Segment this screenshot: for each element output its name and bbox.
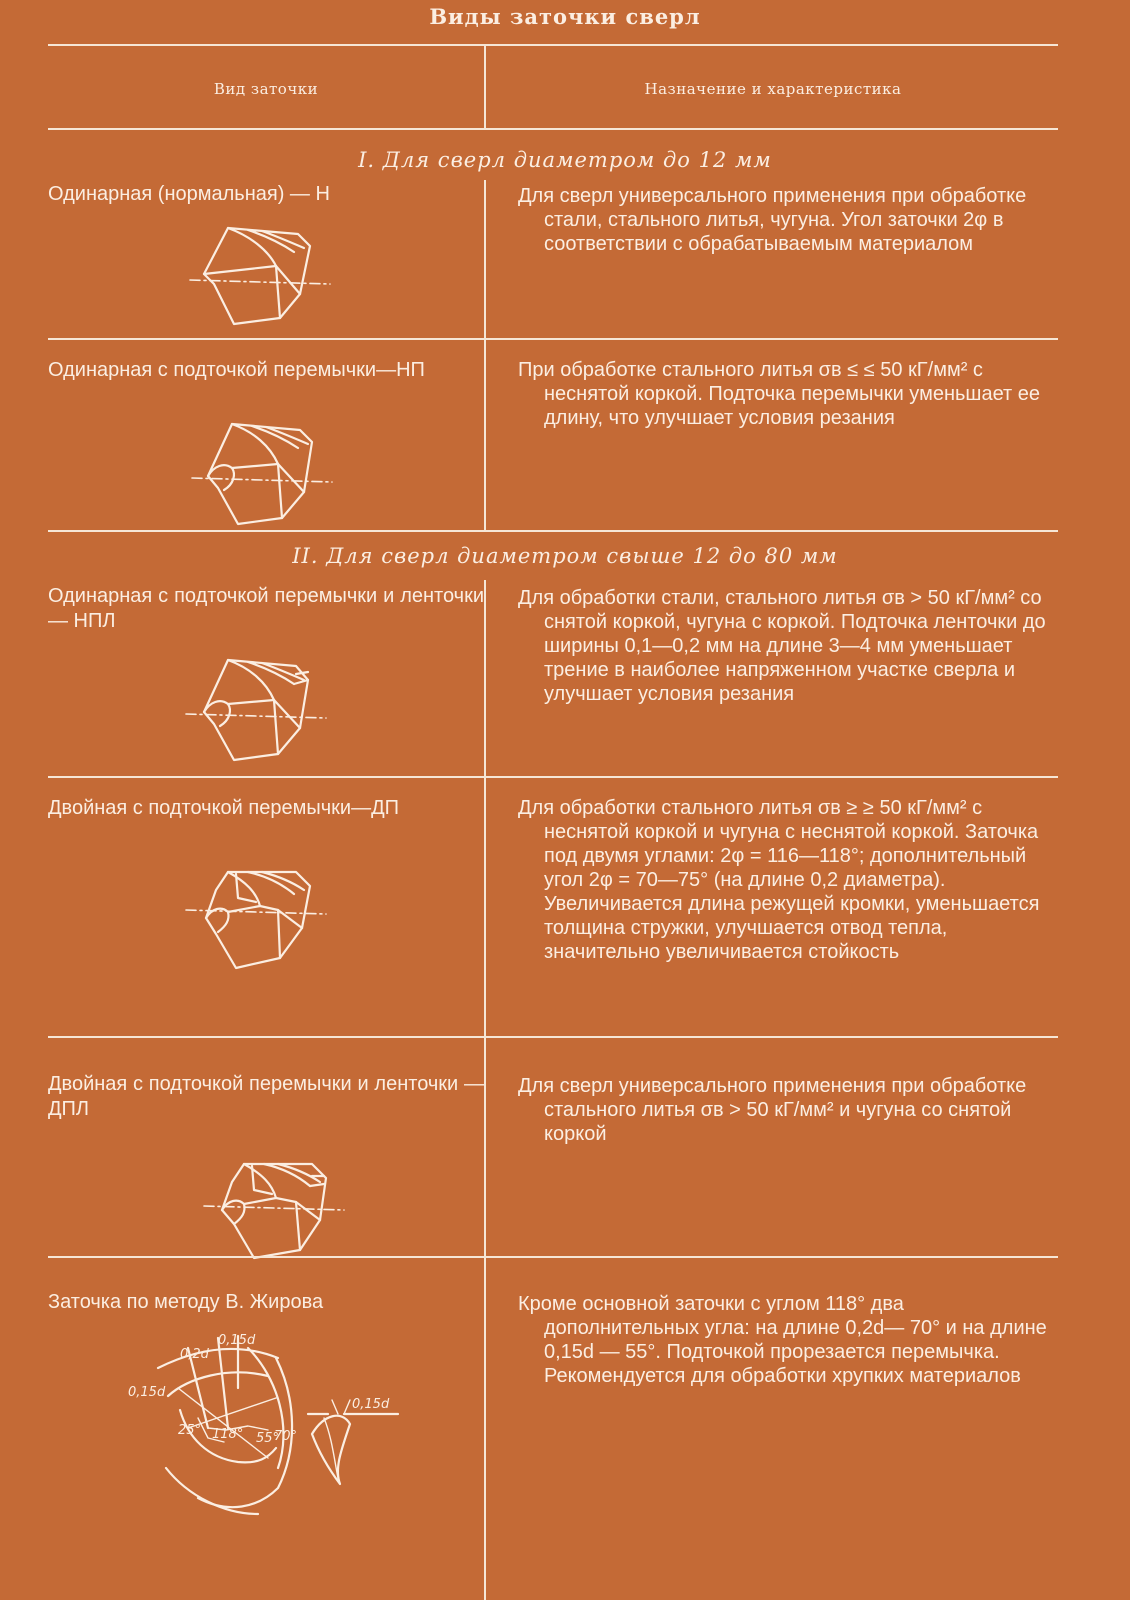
- row-4-divider: [484, 778, 486, 1036]
- row-5-name: Двойная с подточкой перемычки и ленточки — ДПЛ: [48, 1073, 484, 1120]
- drill-point-web-thinning-icon: [192, 418, 332, 534]
- drill-point-double-margin-icon: [204, 1154, 344, 1268]
- drill-point-web-margin-icon: [186, 654, 326, 770]
- row-4-desc: [518, 796, 1058, 964]
- row-3-rule: [48, 776, 1058, 778]
- zhirov-method-diagram-icon: [128, 1318, 428, 1532]
- drill-point-single-icon: [190, 222, 330, 336]
- row-1-divider: [484, 180, 486, 338]
- zhirov-label-0-2d: 0,2d: [180, 1347, 209, 1362]
- row-5-desc-text: Для сверл универсального применения при обработке стального литья σв > 50 кГ/мм² и чугуна со снятой коркой: [518, 1075, 1027, 1145]
- row-2-name: Одинарная с подточкой перемычки—НП: [48, 359, 425, 381]
- row-6-divider: [484, 1258, 486, 1600]
- row-1-desc: [518, 184, 1058, 256]
- top-rule: [48, 44, 1058, 46]
- header-rule: [48, 128, 1058, 130]
- row-6-name: Заточка по методу В. Жирова: [48, 1291, 324, 1313]
- column-header-purpose: Назначение и характеристика: [644, 80, 902, 98]
- row-1-rule: [48, 338, 1058, 340]
- row-3-desc: [518, 586, 1058, 706]
- zhirov-label-25-deg: 25°: [178, 1423, 202, 1438]
- section-heading-2: II. Для сверл диаметром свыше 12 до 80 мм: [292, 544, 838, 568]
- row-2-divider: [484, 340, 486, 530]
- zhirov-label-0-15d-top: 0,15d: [218, 1333, 256, 1348]
- section-heading-1: I. Для сверл диаметром до 12 мм: [358, 148, 772, 172]
- zhirov-label-55-deg: 55°: [256, 1431, 280, 1446]
- header-divider: [484, 46, 486, 128]
- page-title: Виды заточки сверл: [429, 4, 701, 29]
- zhirov-label-70-deg: 70°: [274, 1429, 298, 1444]
- row-3-desc-text: Для обработки стали, стального литья σв > 50 кГ/мм² со снятой коркой, чугуна с коркой. Подточка ленточки до ширины 0,1—0,2 мм на длине 3—4 мм уменьшает трение в наиболее напряженном участке сверла и улучшает условия резания: [518, 587, 1046, 705]
- row-5-divider: [484, 1038, 486, 1256]
- zhirov-label-0-15d-left: 0,15d: [128, 1385, 166, 1400]
- row-2-desc: [518, 358, 1058, 430]
- row-5-rule: [48, 1256, 1058, 1258]
- column-header-type: Вид заточки: [213, 80, 319, 98]
- row-2-desc-text: При обработке стального литья σв ≤ ≤ 50 кГ/мм² с неснятой коркой. Подточка перемычки уменьшает ее длину, что улучшает условия резания: [518, 359, 1040, 429]
- row-3-name: Одинарная с подточкой перемычки и ленточки — НПЛ: [48, 585, 484, 632]
- row-1-name: Одинарная (нормальная) — Н: [48, 183, 330, 205]
- row-6-desc-text: Кроме основной заточки с углом 118° два дополнительных угла: на длине 0,2d— 70° и на длине 0,15d — 55°. Подточкой прорезается перемычка. Рекомендуется для обработки хрупких материалов: [518, 1293, 1047, 1387]
- row-6-desc: [518, 1292, 1058, 1388]
- row-3-divider: [484, 580, 486, 776]
- row-4-name: Двойная с подточкой перемычки—ДП: [48, 797, 399, 819]
- zhirov-label-118-deg: 118°: [212, 1427, 244, 1442]
- drill-point-double-icon: [186, 862, 326, 980]
- row-2-rule: [48, 530, 1058, 532]
- row-4-desc-text: Для обработки стального литья σв ≥ ≥ 50 кГ/мм² с неснятой коркой и чугуна с неснятой коркой. Заточка под двумя углами: 2φ = 116—118°; дополнительный угол 2φ = 70—75° (на длине 0,2 диаметра). Увеличивается длина режущей кромки, уменьшается толщина стружки, улучшается отвод тепла, значительно увеличивается стойкость: [518, 797, 1040, 963]
- row-5-desc: [518, 1074, 1058, 1146]
- zhirov-label-0-15d-right: 0,15d: [352, 1397, 390, 1412]
- row-1-desc-text: Для сверл универсального применения при обработке стали, стального литья, чугуна. Угол заточки 2φ в соответствии с обрабатываемым материалом: [518, 185, 1027, 255]
- row-4-rule: [48, 1036, 1058, 1038]
